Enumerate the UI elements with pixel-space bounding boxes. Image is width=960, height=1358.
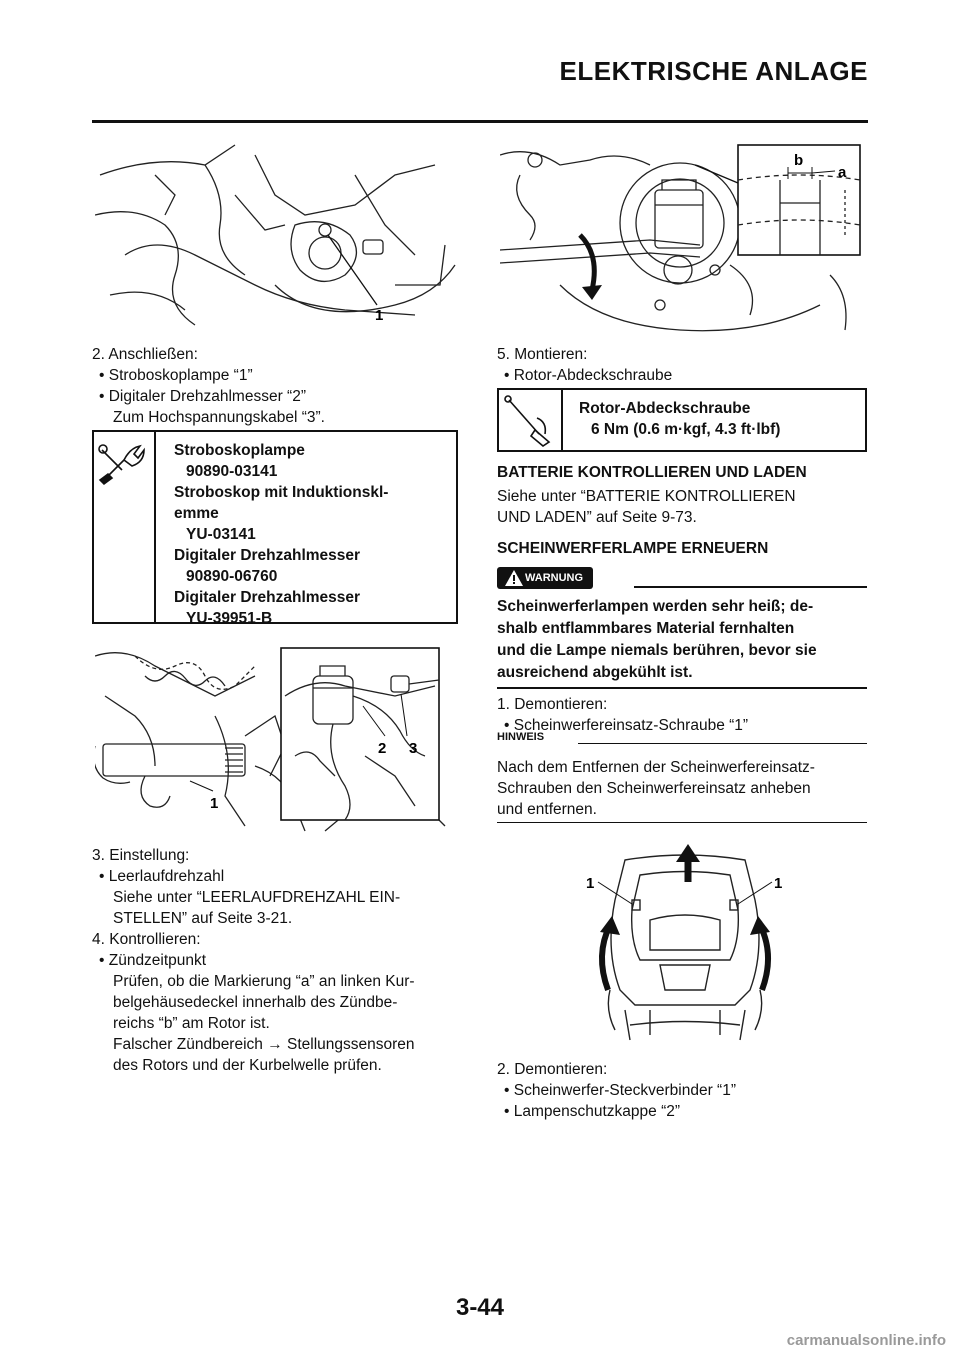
lamp-step2-title: 2. Demontieren: [497,1061,608,1078]
battery-line-2: UND LADEN” auf Seite 9-73. [497,509,697,526]
step4-line-5: des Rotors und der Kurbelwelle prüfen. [113,1057,382,1074]
fig1-callout-1: 1 [375,307,384,324]
hinweis-bottom-rule [497,822,867,823]
figure-timing-light-connection [95,636,460,836]
step4-title: 4. Kontrollieren: [92,931,201,948]
torque-wrench-icon [499,390,557,450]
page-number: 3-44 [455,1294,505,1321]
tool-line-2: 90890-03141 [186,463,278,480]
warning-line-3: und die Lampe niemals berühren, bevor sie [497,642,817,659]
fig2-callout-1: 1 [210,795,219,812]
figure-engine-timing [95,135,460,335]
hinweis-top-rule [578,743,867,744]
warning-line-1: Scheinwerferlampen werden sehr heiß; de- [497,598,814,615]
step2-item-1: • Stroboskoplampe “1” [99,367,253,384]
torque-value: 6 Nm (0.6 m·kgf, 4.3 ft·lbf) [591,421,781,438]
watermark: carmanualsonline.info [786,1332,946,1349]
page-header-title: ELEKTRISCHE ANLAGE [559,56,868,86]
lamp-step2-item-2: • Lampenschutzkappe “2” [504,1103,681,1120]
tool-line-7: 90890-06760 [186,568,278,585]
tool-line-8: Digitaler Drehzahlmesser [174,589,361,606]
step4-item: • Zündzeitpunkt [99,952,207,969]
tool-icon-cell [94,432,156,622]
header-rule [92,120,868,123]
battery-heading: BATTERIE KONTROLLIEREN UND LADEN [497,464,807,481]
step5-title: 5. Montieren: [497,346,588,363]
step4-line-4: Falscher Zündbereich → Stellungssensoren [113,1036,415,1053]
tool-line-6: Digitaler Drehzahlmesser [174,547,361,564]
tool-line-5: YU-03141 [186,526,256,543]
step4-line-2: belgehäusedeckel innerhalb des Zündbe- [113,994,398,1011]
warning-triangle-icon [504,569,524,587]
lamp-step1-title: 1. Demontieren: [497,696,608,713]
fig3-callout-b: b [794,152,804,169]
tool-line-4: emme [174,505,219,522]
lamp-step2-item-1: • Scheinwerfer-Steckverbinder “1” [504,1082,736,1099]
warning-line-2: shalb entflammbares Material fernhalten [497,620,795,637]
figure-rotor-timing-mark [500,135,865,345]
hinweis-line-2: Schrauben den Scheinwerfereinsatz anheben [497,780,811,797]
step2-item-2: • Digitaler Drehzahlmesser “2” [99,388,306,405]
hinweis-line-1: Nach dem Entfernen der Scheinwerfereinsatz- [497,759,815,776]
figure-headlight-removal [570,840,800,1050]
lamp-step1-item: • Scheinwerfereinsatz-Schraube “1” [504,717,749,734]
torque-spec-box [497,388,867,452]
step4-line-3: reichs “b” am Rotor ist. [113,1015,270,1032]
fig4-callout-1-right: 1 [774,875,783,892]
step5-item: • Rotor-Abdeckschraube [504,367,673,384]
special-tool-box [92,430,458,627]
lamp-heading: SCHEINWERFERLAMPE ERNEUERN [497,540,769,557]
tool-line-9: YU-39951-B [186,610,273,627]
warning-line-4: ausreichend abgekühlt ist. [497,664,693,681]
battery-line-1: Siehe unter “BATTERIE KONTROLLIEREN [497,488,796,505]
step3-item: • Leerlaufdrehzahl [99,868,225,885]
fig2-callout-3: 3 [409,740,418,757]
warning-label: WARNUNG [525,572,584,584]
warning-top-rule [634,586,867,588]
tool-line-3: Stroboskop mit Induktionskl- [174,484,389,501]
step3-title: 3. Einstellung: [92,847,190,864]
wrench-tool-icon [94,432,150,492]
torque-icon-cell [499,390,563,450]
step2-note: Zum Hochspannungskabel “3”. [113,409,325,426]
step3-line-1: Siehe unter “LEERLAUFDREHZAHL EIN- [113,889,401,906]
torque-name: Rotor-Abdeckschraube [579,400,751,417]
fig3-callout-a: a [838,164,847,181]
warning-bottom-rule [497,687,867,689]
step4-line-1: Prüfen, ob die Markierung “a” an linken Kur- [113,973,415,990]
fig2-callout-2: 2 [378,740,387,757]
tool-line-1: Stroboskoplampe [174,442,305,459]
step2-title: 2. Anschließen: [92,346,198,363]
step3-line-2: STELLEN” auf Seite 3-21. [113,910,293,927]
hinweis-label: HINWEIS [497,731,545,743]
fig4-callout-1-left: 1 [586,875,595,892]
hinweis-line-3: und entfernen. [497,801,597,818]
